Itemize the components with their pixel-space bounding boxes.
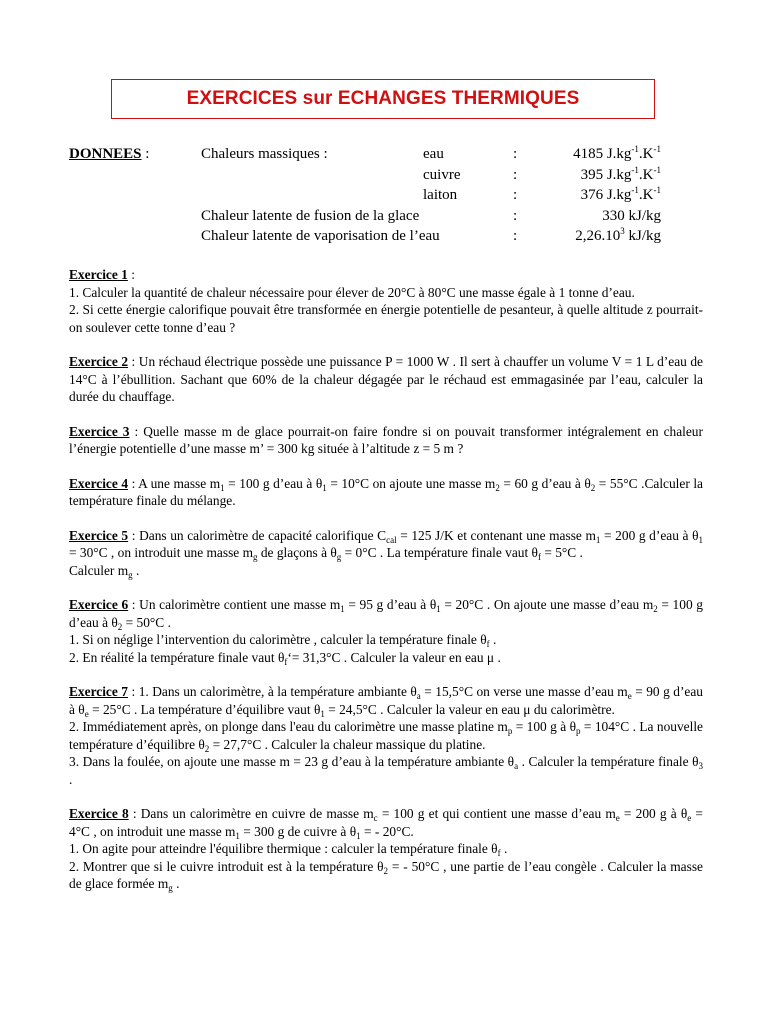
exercise-title: Exercice 4 (69, 475, 129, 491)
exercise-text: 1. Si on néglige l’intervention du calorimètre , calculer la température finale $\theta_f$ . (69, 632, 497, 649)
donnees-heading: DONNEES : (69, 146, 150, 162)
donnees-row-laiton (69, 185, 669, 206)
exercise-6: Exercice 6 : Un calorimètre contient une masse $m_1 = 95$ g d’eau à $\theta_1 = 20^\circ C$ . On ajoute une masse d’eau $m_2 = 100$ g d’eau à $\theta_2 = 50^\circ C$ . 1. Si on néglige l’intervention du calorimètre , calculer la température finale $\theta_f$ . 2. En réalité la température finale vaut $\theta_f‘= 31,3^\circ C$ . Calculer la valeur en eau μ . (69, 597, 703, 667)
exercise-1: Exercice 1 : 1. Calculer la quantité de chaleur nécessaire pour élever de 20°C à 80°C une masse égale à 1 tonne d’eau. 2. Si cette énergie calorifique pouvait être transformée en énergie potentielle de pesanteur, à quelle altitude z pourrait-on soulever cette tonne d’eau ? (69, 267, 703, 335)
exercise-title: Exercice 6 (69, 597, 129, 612)
exercise-text: 1. On agite pour atteindre l'équilibre thermique : calculer la température finale $\theta_f$ . (69, 841, 508, 858)
exercise-text: A une masse $m_1 = 100$ g d’eau à $\theta_1 = 10^\circ C$ on ajoute une masse $m_2 = 60$ g d’eau à $\theta_2 = 55^\circ C$ .Calculer la température finale du mélange. (69, 475, 703, 508)
exercise-8: Exercice 8 : Dans un calorimètre en cuivre de masse $m_c = 100$ g et qui contient une masse d’eau $m_e = 200$ g à $\theta_e = 4^\circ C$ , on introduit une masse $m_1 = 300$ g de cuivre à $\theta_1$ = - 20°C. 1. On agite pour atteindre l'équilibre thermique : calculer la température finale $\theta_f$ . 2. Montrer que si le cuivre introduit est à la température $\theta_2$ = - 50°C , une partie de l’eau congèle . Calculer la masse de glace formée $m_g$ . (69, 806, 703, 893)
exercise-title: Exercice 2 (69, 354, 129, 369)
exercise-5: Exercice 5 : Dans un calorimètre de capacité calorifique $C_{cal} = 125$ J/K et contenant une masse $m_1 = 200$ g d’eau à $\theta_1 = 30^\circ C$ , on introduit une masse $m_g$ de glaçons à $\theta_g = 0^\circ C$ . La température finale vaut $\theta_f = 5^\circ C$ . Calculer $m_g$ . (69, 527, 704, 580)
exercise-text: 2. En réalité la température finale vaut $\theta_f‘= 31,3^\circ C$ . Calculer la valeur en eau μ . (69, 649, 501, 667)
exercise-text: 1. Calculer la quantité de chaleur nécessaire pour élever de 20°C à 80°C une masse égale à 1 tonne d’eau. (69, 284, 635, 300)
exercise-text: Un réchaud électrique possède une puissance P = 1000 W . Il sert à chauffer un volume V = 1 L d’eau de 14°C à l’ébullition. Sachant que 60% de la chaleur dégagée par le réchaud est emmagasinée par l’eau, calculer la durée du chauffage. (69, 354, 703, 404)
exercise-text: Un calorimètre contient une masse $m_1 = 95$ g d’eau à $\theta_1 = 20^\circ C$ . On ajoute une masse d’eau $m_2 = 100$ g d’eau à $\theta_2 = 50^\circ C$ . (69, 597, 703, 632)
exercise-title: Exercice 7 (69, 684, 128, 699)
exercise-title: Exercice 3 (69, 423, 130, 439)
vaporisation-value: 2,26.10$^3$ kJ/kg (575, 226, 661, 244)
vaporisation-label: Chaleur latente de vaporisation de l’eau (201, 228, 440, 244)
exercise-text: 2. Montrer que si le cuivre introduit est à la température $\theta_2$ = - 50°C , une partie de l’eau congèle . Calculer la masse de glace formée $m_g$ . (69, 858, 703, 893)
exercise-title: Exercice 5 (69, 527, 129, 543)
chaleurs-massiques-label: Chaleurs massiques : (201, 146, 328, 162)
material-name: eau (423, 146, 444, 162)
material-value: 395 $J.kg^{-1}.K^{-1}$ (580, 164, 661, 183)
exercise-text: 2. Immédiatement après, on plonge dans l'eau du calorimètre une masse platine $m_p = 100$ g à $\theta_p = 104^\circ C$ . La nouvelle température d’équilibre $\theta_2 = 27,7^\circ C$ . Calculer la chaleur massique du platine. (69, 719, 703, 754)
exercise-text: Calculer $m_g$ . (69, 562, 140, 580)
exercise-title: Exercice 1 (69, 267, 128, 282)
exercise-text: Quelle masse m de glace pourrait-on faire fondre si on pouvait transformer intégralement en chaleur l’énergie potentielle d’une masse m’ = 300 kg située à l’altitude z = 5 m ? (69, 423, 703, 456)
material-name: laiton (423, 187, 458, 203)
fusion-value: 330 kJ/kg (602, 207, 661, 224)
colon: : (513, 228, 518, 244)
exercise-text: Dans un calorimètre de capacité calorifique $C_{cal} = 125$ J/K et contenant une masse $m_1 = 200$ g d’eau à $\theta_1 = 30^\circ C$ , on introduit une masse $m_g$ de glaçons à $\theta_g = 0^\circ C$ . La température finale vaut $\theta_f = 5^\circ C$ . (69, 527, 704, 562)
material-value: 4185 $J.kg^{-1}.K^{-1}$ (573, 144, 661, 162)
colon: : (513, 207, 518, 224)
exercise-text: Dans un calorimètre en cuivre de masse $m_c = 100$ g et qui contient une masse d’eau $m_e = 200$ g à $\theta_e = 4^\circ C$ , on introduit une masse $m_1 = 300$ g de cuivre à $\theta_1$ = - 20°C. (69, 806, 703, 841)
title-box (111, 79, 655, 119)
exercises-list (69, 266, 703, 910)
material-value: 376 $J.kg^{-1}.K^{-1}$ (580, 185, 661, 203)
page-title: EXERCICES sur ECHANGES THERMIQUES (186, 88, 580, 110)
donnees-row-vaporisation (69, 226, 669, 247)
donnees-row-eau (69, 144, 669, 165)
material-name: cuivre (423, 166, 461, 183)
exercise-7: Exercice 7 : 1. Dans un calorimètre, à la température ambiante $\theta_a = 15,5^\circ C$ on verse une masse d’eau $m_e = 90$ g d’eau à $\theta_e = 25^\circ C$ . La température d’équilibre vaut $\theta_1 = 24,5^\circ C$ . Calculer la valeur en eau μ du calorimètre. 2. Immédiatement après, on plonge dans l'eau du calorimètre une masse platine $m_p = 100$ g à $\theta_p = 104^\circ C$ . La nouvelle température d’équilibre $\theta_2 = 27,7^\circ C$ . Calculer la chaleur massique du platine. 3. Dans la foulée, on ajoute une masse m = 23 g d’eau à la température ambiante $\theta_a$ . Calculer la température finale $\theta_3$ . (69, 684, 703, 787)
exercise-4: Exercice 4 : A une masse $m_1 = 100$ g d’eau à $\theta_1 = 10^\circ C$ on ajoute une masse $m_2 = 60$ g d’eau à $\theta_2 = 55^\circ C$ .Calculer la température finale du mélange. (69, 475, 703, 508)
donnees-row-fusion (69, 206, 669, 227)
colon: : (513, 187, 518, 203)
colon: : (513, 166, 518, 183)
exercise-3: Exercice 3 : Quelle masse m de glace pourrait-on faire fondre si on pouvait transformer intégralement en chaleur l’énergie potentielle d’une masse m’ = 300 kg située à l’altitude z = 5 m ? (69, 423, 703, 456)
donnees-table (69, 144, 669, 247)
exercise-title: Exercice 8 (69, 806, 129, 821)
donnees-row-cuivre (69, 165, 669, 186)
fusion-label: Chaleur latente de fusion de la glace (201, 207, 420, 224)
colon: : (513, 146, 518, 162)
exercise-2: Exercice 2 : Un réchaud électrique possède une puissance P = 1000 W . Il sert à chauffer un volume V = 1 L d’eau de 14°C à l’ébullition. Sachant que 60% de la chaleur dégagée par le réchaud est emmagasinée par l’eau, calculer la durée du chauffage. (69, 354, 703, 404)
exercise-text: 3. Dans la foulée, on ajoute une masse m = 23 g d’eau à la température ambiante $\theta_a$ . Calculer la température finale $\theta_3$ . (69, 754, 703, 787)
exercise-text: 1. Dans un calorimètre, à la température ambiante $\theta_a = 15,5^\circ C$ on verse une masse d’eau $m_e = 90$ g d’eau à $\theta_e = 25^\circ C$ . La température d’équilibre vaut $\theta_1 = 24,5^\circ C$ . Calculer la valeur en eau μ du calorimètre. (69, 684, 703, 719)
exercise-text: 2. Si cette énergie calorifique pouvait être transformée en énergie potentielle de pesanteur, à quelle altitude z pourrait-on soulever cette tonne d’eau ? (69, 302, 703, 335)
